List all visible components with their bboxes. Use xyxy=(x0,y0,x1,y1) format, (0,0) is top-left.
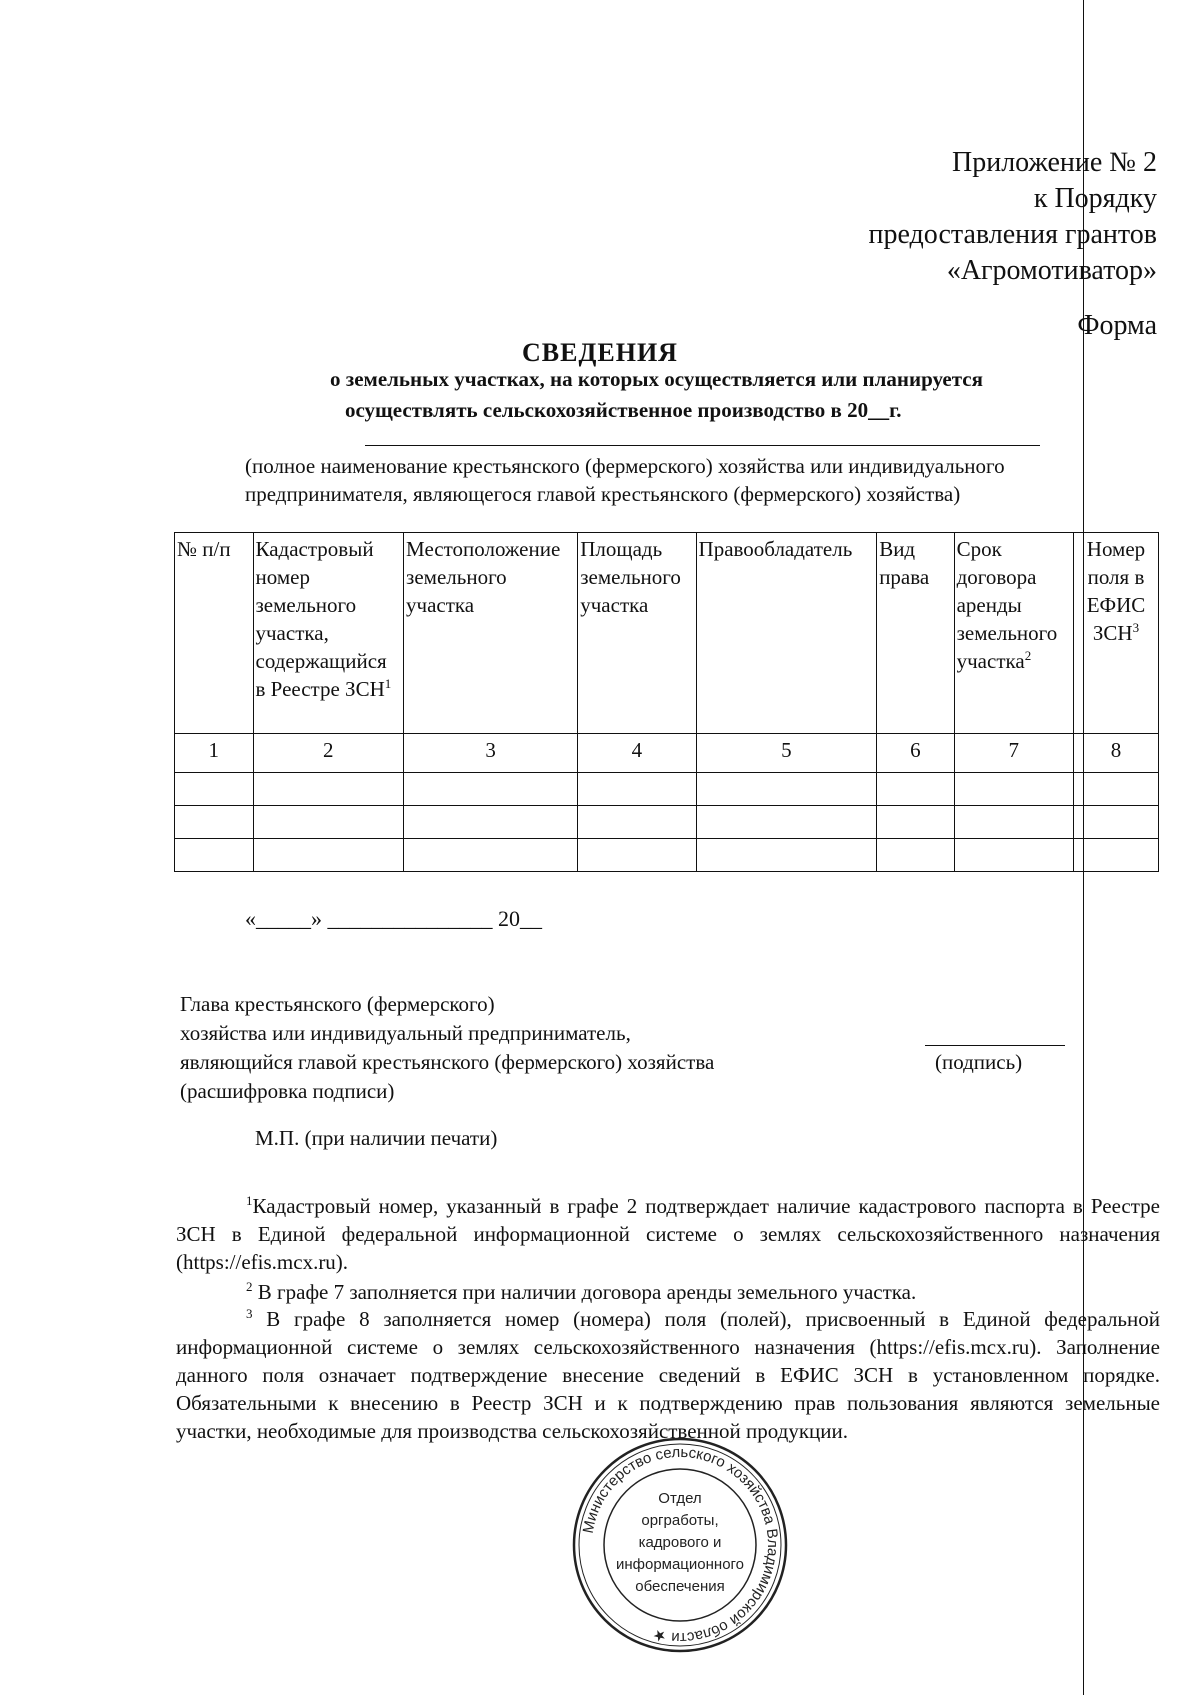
appendix-header xyxy=(868,145,1157,289)
column-number: 7 xyxy=(954,734,1073,773)
table-cell[interactable] xyxy=(696,806,877,839)
table-cell[interactable] xyxy=(578,773,696,806)
column-number: 8 xyxy=(1073,734,1158,773)
name-caption-line-1: (полное наименование крестьянского (фермерского) хозяйства или индивидуального xyxy=(245,454,1005,478)
table-cell[interactable] xyxy=(175,839,254,872)
document-title: СВЕДЕНИЯ xyxy=(522,338,678,367)
table-cell[interactable] xyxy=(578,806,696,839)
table-header-row xyxy=(175,533,1159,734)
table-cell[interactable] xyxy=(954,773,1073,806)
table-cell[interactable] xyxy=(877,806,954,839)
table-cell[interactable] xyxy=(175,806,254,839)
appendix-line-3: предоставления грантов xyxy=(868,219,1157,250)
table-cell[interactable] xyxy=(696,839,877,872)
signature-fill-line[interactable] xyxy=(925,1045,1065,1046)
header-cell-field-number: Номер поля в ЕФИС ЗСН$^3$ xyxy=(1073,533,1158,734)
header-cell-area: Площадь земельного участка xyxy=(578,533,696,734)
table-row xyxy=(175,806,1159,839)
header-cell-right-type: Вид права xyxy=(877,533,954,734)
seal-center-line-3: кадрового и xyxy=(638,1534,722,1551)
appendix-line-2: к Порядку xyxy=(1033,183,1157,214)
header-cell-location: Местоположение земельного участка xyxy=(404,533,578,734)
table-cell[interactable] xyxy=(253,839,404,872)
table-cell[interactable] xyxy=(404,839,578,872)
land-plots-table xyxy=(174,532,1159,872)
column-number: 1 xyxy=(175,734,254,773)
header-cell-owner: Правообладатель xyxy=(696,533,877,734)
name-caption-line-2: предпринимателя, являющегося главой крестьянского (фермерского) хозяйства) xyxy=(245,482,961,506)
footnote-3: $^3$ В графе 8 заполняется номер (номера) поля (полей), присвоенный в Единой федеральной информационной системе о землях сельскохозяйственного назначения (https://efis.mcx.ru). Заполнение данного поля означает подтверждение внесение сведений в ЕФИС ЗСН в установленном порядке. Обязательными к внесению в Реестр ЗСН и к подтверждению прав пользования являются земельные участки, необходимые для производства сельскохозяйственной продукции. xyxy=(176,1306,1160,1443)
signature-block xyxy=(180,990,714,1106)
column-number: 5 xyxy=(696,734,877,773)
footnote-1: $^1$Кадастровый номер, указанный в графе 2 подтверждает наличие кадастрового паспорта в Реестре ЗСН в Единой федеральной информационной системе о землях сельскохозяйственного назначения (https://efis.mcx.ru). xyxy=(176,1193,1160,1274)
signature-line-4: (расшифровка подписи) xyxy=(180,1079,395,1103)
table-cell[interactable] xyxy=(404,806,578,839)
date-line[interactable]: «_____» _______________ 20__ xyxy=(245,906,542,931)
signature-line-3: являющийся главой крестьянского (фермерского) хозяйства xyxy=(180,1050,715,1074)
table-cell[interactable] xyxy=(1073,806,1158,839)
footnote-2: $^2$ В графе 7 заполняется при наличии договора аренды земельного участка. xyxy=(246,1279,917,1304)
header-cell-cadastral: Кадастровый номер земельного участка, содержащийся в Реестре ЗСН$^1$ xyxy=(253,533,404,734)
table-cell[interactable] xyxy=(253,773,404,806)
table-cell[interactable] xyxy=(578,839,696,872)
header-cell-lease-term: Срок договора аренды земельного участка$^2$ xyxy=(954,533,1073,734)
column-number: 2 xyxy=(253,734,404,773)
seal-center-line-2: оргработы, xyxy=(641,1512,719,1529)
document-subtitle-line-2: осуществлять сельскохозяйственное производство в 20__г. xyxy=(345,398,902,422)
seal-center-line-1: Отдел xyxy=(658,1490,702,1507)
table-cell[interactable] xyxy=(175,773,254,806)
table-cell[interactable] xyxy=(954,839,1073,872)
table-cell[interactable] xyxy=(877,773,954,806)
column-number: 6 xyxy=(877,734,954,773)
seal-center-line-5: обеспечения xyxy=(635,1578,725,1595)
appendix-line-1: Приложение № 2 xyxy=(952,147,1157,178)
form-label: Форма xyxy=(1077,310,1157,341)
seal-center-line-4: информационного xyxy=(615,1556,745,1573)
name-fill-line[interactable] xyxy=(365,445,1040,446)
table-cell[interactable] xyxy=(696,773,877,806)
signature-line-1: Глава крестьянского (фермерского) xyxy=(180,992,495,1016)
table-column-numbers-row xyxy=(175,734,1159,773)
official-seal xyxy=(570,1435,790,1655)
column-number: 3 xyxy=(404,734,578,773)
header-cell-number: № п/п xyxy=(175,533,254,734)
table-cell[interactable] xyxy=(877,839,954,872)
scan-artifact-line xyxy=(1083,0,1084,1695)
table-row xyxy=(175,773,1159,806)
column-number: 4 xyxy=(578,734,696,773)
table-cell[interactable] xyxy=(1073,839,1158,872)
table-cell[interactable] xyxy=(253,806,404,839)
appendix-line-4: «Агромотиватор» xyxy=(946,255,1157,286)
stamp-place-label: М.П. (при наличии печати) xyxy=(255,1126,498,1150)
seal-ring-text: Министерство сельского хозяйства Владимирской области ★ xyxy=(579,1443,782,1647)
document-subtitle-line-1: о земельных участках, на которых осуществляется или планируется xyxy=(330,367,983,391)
table-cell[interactable] xyxy=(954,806,1073,839)
table-row xyxy=(175,839,1159,872)
signature-caption: (подпись) xyxy=(935,1050,1023,1074)
table-cell[interactable] xyxy=(404,773,578,806)
name-caption xyxy=(245,452,1145,508)
table-cell[interactable] xyxy=(1073,773,1158,806)
signature-line-2: хозяйства или индивидуальный предприниматель, xyxy=(180,1021,631,1045)
